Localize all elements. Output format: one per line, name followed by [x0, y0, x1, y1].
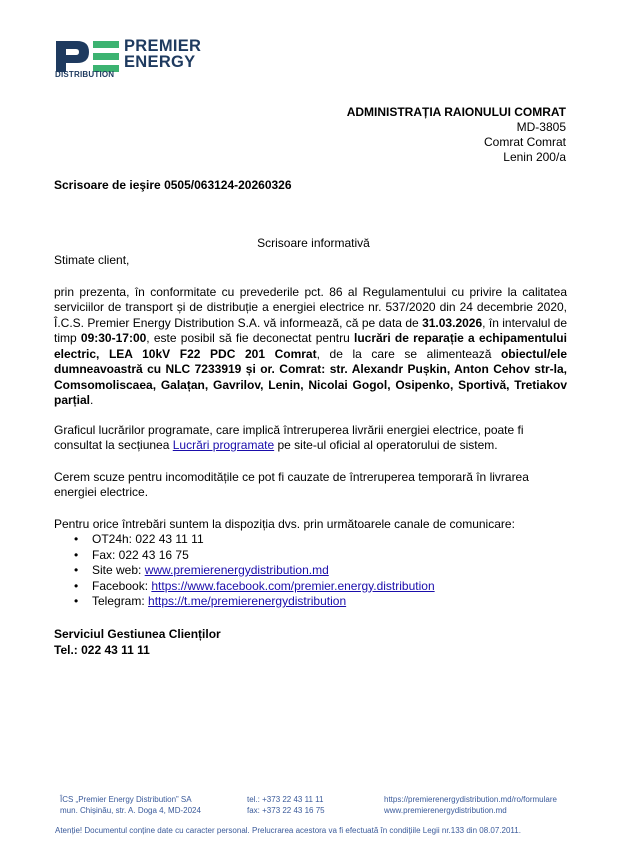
footer-url-site[interactable]: www.premierenergydistribution.md: [384, 806, 507, 815]
signature-block: [54, 627, 221, 658]
facebook-link[interactable]: https://www.facebook.com/premier.energy.distribution: [151, 578, 435, 593]
footer-tel: tel.: +373 22 43 11 11: [247, 795, 324, 804]
letter-body: [54, 253, 567, 610]
contact-label: Facebook:: [92, 578, 152, 593]
main-text-3: , este posibil să fie deconectat pentru: [146, 331, 354, 345]
signature-phone: Tel.: 022 43 11 11: [54, 642, 150, 657]
scheduled-works-link[interactable]: Lucrări programate: [172, 438, 275, 452]
contact-label: Telegram:: [92, 594, 149, 608]
privacy-warning: Atenție! Documentul conține date cu caracter personal. Prelucrarea acestora va fi efectuată în condițiile Legii nr.133 din 08.07.2011.: [55, 826, 521, 835]
footer-address: mun. Chișinău, str. A. Doga 4, MD-2024: [60, 806, 201, 815]
contacts-list: [54, 532, 567, 610]
contact-item: [54, 563, 567, 579]
contact-label: OT24h: 022 43 11 11: [92, 532, 204, 546]
recipient-line2: Comrat Comrat: [483, 135, 566, 149]
schedule-text-2: pe site-ul oficial al operatorului de sistem.: [274, 438, 498, 452]
website-link[interactable]: www.premierenergydistribution.md: [144, 563, 329, 577]
footer-company: [60, 794, 201, 816]
main-paragraph: [54, 285, 567, 409]
schedule-paragraph: [54, 423, 567, 454]
letter-reference: Scrisoare de ieşire 0505/063124-20260326: [54, 178, 292, 192]
logo-line1: PREMIER: [124, 37, 202, 55]
logo-line2: ENERGY: [124, 53, 196, 71]
footer-phones: [247, 794, 325, 816]
contact-item: [54, 532, 567, 548]
contact-item: [54, 548, 567, 564]
greeting: Stimate client,: [54, 253, 130, 267]
contact-item: [54, 579, 567, 595]
main-text-1: prin prezenta, în conformitate cu prevederile pct. 86 al Regulamentului cu privire la calitatea serviciilor de transport și de distribuție a energiei electrice nr. 537/2020 din 24 decembrie 2020, Î.C.S. Premier Energy Distribution S.A. vă informează, că pe data de: [54, 284, 567, 330]
outage-date: 31.03.2026: [422, 315, 483, 330]
recipient-line3: Lenin 200/a: [503, 150, 566, 164]
main-text-5: .: [90, 393, 94, 407]
apology-paragraph: Cerem scuze pentru incomoditățile ce pot fi cauzate de întreruperea temporară în livrarea energiei electrice.: [54, 469, 529, 499]
main-text-2: , în intervalul de timp: [54, 315, 568, 345]
contact-label: Fax: 022 43 16 75: [92, 547, 189, 562]
signature-department: Serviciul Gestiunea Clienților: [54, 627, 221, 641]
logo-wordmark: [124, 38, 201, 70]
document-title: Scrisoare informativă: [257, 236, 370, 250]
main-text-4: , de la care se alimentează: [316, 346, 501, 361]
recipient-line1: MD-3805: [516, 120, 566, 134]
recipient-name: ADMINISTRAȚIA RAIONULUI COMRAT: [346, 105, 566, 119]
footer-urls: [384, 794, 557, 816]
contact-item: [54, 594, 567, 610]
recipient-block: [347, 105, 566, 165]
footer-url-forms[interactable]: https://premierenergydistribution.md/ro/formulare: [384, 795, 557, 804]
contact-label: Site web:: [92, 563, 145, 577]
footer-company-name: ÎCS „Premier Energy Distribution” SA: [60, 795, 192, 804]
schedule-text-1: Graficul lucrărilor programate, care implică întreruperea livrării energiei electrice, poate fi consultat la secțiunea: [54, 422, 524, 452]
logo-sub: DISTRIBUTION: [55, 70, 115, 79]
footer-fax: fax: +373 22 43 16 75: [247, 806, 325, 815]
telegram-link[interactable]: https://t.me/premierenergydistribution: [148, 594, 347, 608]
work-description: lucrări de reparație a echipamentului electric, LEA 10kV F22 PDC 201 Comrat: [54, 331, 567, 361]
contacts-intro: Pentru orice întrebări suntem la dispoziția dvs. prin următoarele canale de comunicare:: [54, 516, 515, 531]
outage-time: 09:30-17:00: [80, 331, 147, 345]
affected-objects: obiectul/ele dumneavoastră cu NLC 7233919 și or. Comrat: str. Alexandr Pușkin, Anton Cehov str-la, Comsomoliscaea, Galațan, Gavrilov, Lenin, Nicolai Gogol, Osipenko, Sportivă, Tretiakov parțial: [54, 346, 567, 407]
